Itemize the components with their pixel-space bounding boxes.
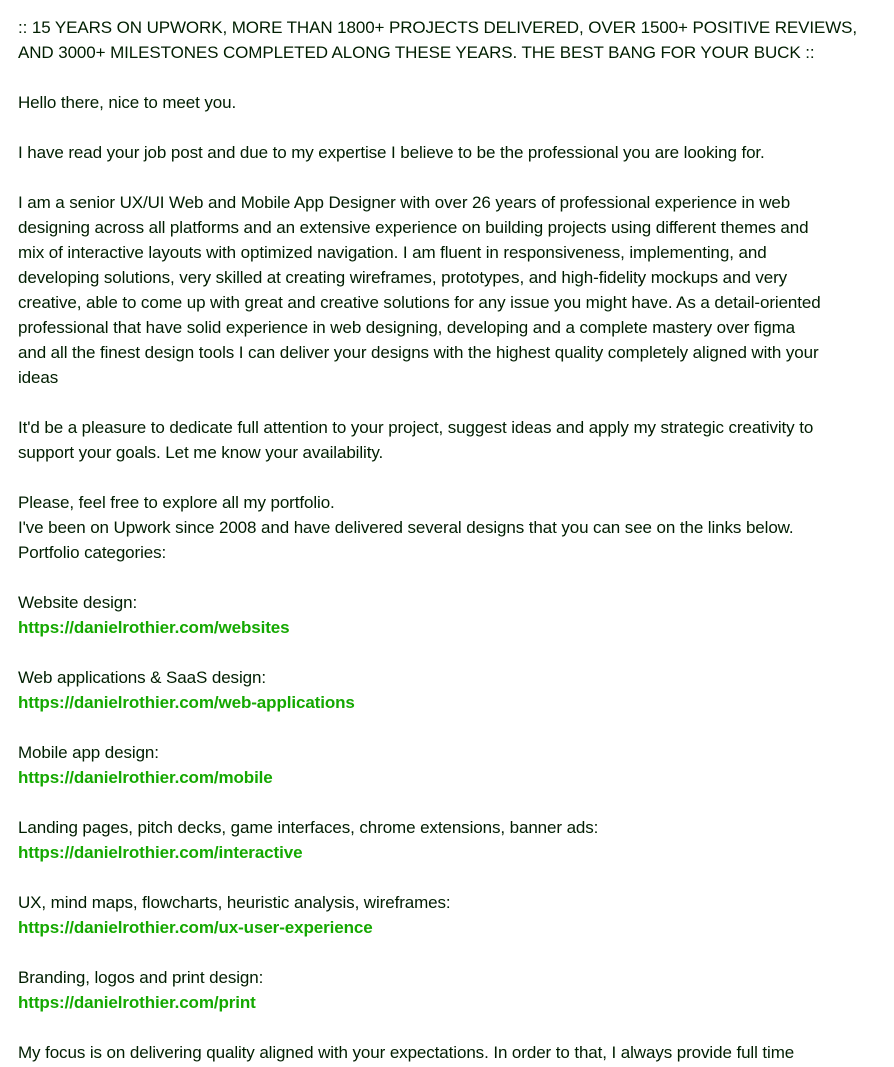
category-label: Branding, logos and print design: [18,968,264,987]
paragraph-gap [18,390,892,415]
experience-line: ideas [18,368,59,387]
paragraph-gap [18,565,892,590]
category-label: Web applications & SaaS design: [18,668,266,687]
category-label: Website design: [18,593,138,612]
category-label: UX, mind maps, flowcharts, heuristic analysis, wireframes: [18,893,451,912]
experience-line: creative, able to come up with great and creative solutions for any issue you might have. As a detail-oriented [18,293,821,312]
portfolio-category-print [18,965,892,1015]
portfolio-link-websites[interactable]: https://danielrothier.com/websites [18,618,290,637]
portfolio-intro-line: Portfolio categories: [18,543,167,562]
portfolio-link-ux[interactable]: https://danielrothier.com/ux-user-experience [18,918,373,937]
category-label: Mobile app design: [18,743,159,762]
portfolio-category-interactive [18,815,892,865]
experience-line: and all the finest design tools I can deliver your designs with the highest quality completely aligned with your [18,343,819,362]
experience-line: developing solutions, very skilled at creating wireframes, prototypes, and high-fidelity mockups and very [18,268,788,287]
category-label: Landing pages, pitch decks, game interfaces, chrome extensions, banner ads: [18,818,599,837]
experience-line: mix of interactive layouts with optimized navigation. I am fluent in responsiveness, implementing, and [18,243,767,262]
experience-line: designing across all platforms and an extensive experience on building projects using different themes and [18,218,809,237]
pleasure-paragraph [18,415,892,465]
portfolio-link-web-applications[interactable]: https://danielrothier.com/web-applications [18,693,355,712]
portfolio-link-interactive[interactable]: https://danielrothier.com/interactive [18,843,303,862]
paragraph-gap [18,715,892,740]
portfolio-link-print[interactable]: https://danielrothier.com/print [18,993,256,1012]
paragraph-gap [18,940,892,965]
paragraph-gap [18,465,892,490]
portfolio-category-web-applications [18,665,892,715]
focus-paragraph: My focus is on delivering quality aligned with your expectations. In order to that, I always provide full time [18,1043,795,1062]
portfolio-category-websites [18,590,892,640]
proposal-letter [18,15,892,1065]
headline-line: :: 15 YEARS ON UPWORK, MORE THAN 1800+ PROJECTS DELIVERED, OVER 1500+ POSITIVE REVIEWS, [18,18,858,37]
portfolio-link-mobile[interactable]: https://danielrothier.com/mobile [18,768,273,787]
experience-paragraph [18,190,892,390]
headline-line: AND 3000+ MILESTONES COMPLETED ALONG THESE YEARS. THE BEST BANG FOR YOUR BUCK :: [18,43,815,62]
greeting: Hello there, nice to meet you. [18,93,237,112]
portfolio-intro [18,490,892,565]
portfolio-intro-line: I've been on Upwork since 2008 and have delivered several designs that you can see on the links below. [18,518,794,537]
portfolio-category-ux [18,890,892,940]
paragraph-gap [18,165,892,190]
experience-line: professional that have solid experience in web designing, developing and a complete mastery over figma [18,318,795,337]
pleasure-line: support your goals. Let me know your availability. [18,443,384,462]
pleasure-line: It'd be a pleasure to dedicate full attention to your project, suggest ideas and apply my strategic creativity to [18,418,814,437]
headline [18,15,892,65]
portfolio-category-mobile [18,740,892,790]
paragraph-gap [18,115,892,140]
paragraph-gap [18,1015,892,1040]
paragraph-gap [18,790,892,815]
experience-line: I am a senior UX/UI Web and Mobile App Designer with over 26 years of professional experience in web [18,193,791,212]
paragraph-gap [18,640,892,665]
paragraph-gap [18,865,892,890]
intro: I have read your job post and due to my expertise I believe to be the professional you are looking for. [18,143,765,162]
paragraph-gap [18,65,892,90]
portfolio-intro-line: Please, feel free to explore all my portfolio. [18,493,335,512]
